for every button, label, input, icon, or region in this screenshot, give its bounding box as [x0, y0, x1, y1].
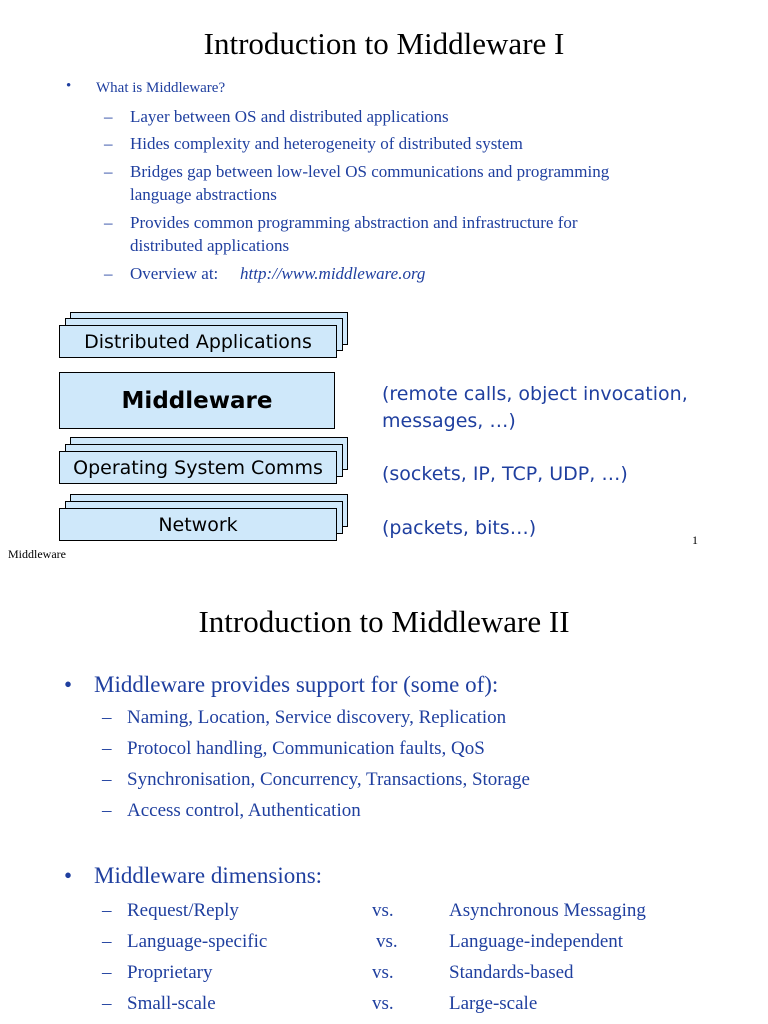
page-number: 1 — [692, 533, 698, 547]
vs-label: vs. — [372, 900, 394, 921]
slide-2 — [0, 600, 768, 1024]
bullet-text: Middleware dimensions: — [94, 863, 323, 888]
dimension-right: Standards-based — [449, 962, 574, 983]
vs-label: vs. — [372, 993, 394, 1014]
vs-label: vs. — [372, 962, 394, 983]
sub-item-text: Protocol handling, Communication faults, QoS — [127, 738, 485, 759]
sub-item-text: Naming, Location, Service discovery, Replication — [127, 707, 507, 728]
dimension-left: Proprietary — [127, 962, 213, 983]
sub-item-text: Provides common programming abstraction and infrastructure for — [130, 213, 578, 232]
bullet-dot: • — [64, 863, 73, 888]
dimension-right: Large-scale — [449, 993, 538, 1014]
sub-item-text: Synchronisation, Concurrency, Transactions, Storage — [127, 769, 530, 790]
dash: – — [102, 962, 112, 983]
dimension-right: Language-independent — [449, 931, 624, 952]
dash: – — [102, 707, 112, 728]
layer-network: Network — [59, 508, 337, 541]
dash: – — [102, 993, 112, 1014]
dimension-left: Language-specific — [127, 931, 268, 952]
bullet-dot: • — [64, 672, 73, 697]
slide-title: Introduction to Middleware I — [203, 26, 565, 61]
bullet-text: Middleware provides support for (some of): — [94, 672, 499, 697]
sub-item-text-cont: distributed applications — [130, 236, 290, 255]
note-os: (sockets, IP, TCP, UDP, …) — [382, 463, 628, 485]
sub-item-text-cont: language abstractions — [130, 185, 277, 204]
slide-title: Introduction to Middleware II — [198, 604, 570, 639]
layer-middleware: Middleware — [59, 372, 335, 429]
sub-item-text: Bridges gap between low-level OS communications and programming — [130, 162, 610, 181]
dash: – — [102, 900, 112, 921]
dash: – — [104, 264, 113, 283]
footer-label: Middleware — [8, 547, 66, 561]
note-network: (packets, bits…) — [382, 517, 537, 539]
dash: – — [102, 769, 112, 790]
note-middleware-1: (remote calls, object invocation, — [382, 383, 688, 405]
dash: – — [102, 931, 112, 952]
sub-item-text: Layer between OS and distributed applications — [130, 107, 449, 126]
bullet-text: What is Middleware? — [96, 80, 226, 96]
dimension-left: Request/Reply — [127, 900, 239, 921]
dash: – — [104, 134, 113, 153]
layer-distributed-applications: Distributed Applications — [59, 325, 337, 358]
overview-label: Overview at: — [130, 264, 219, 283]
vs-label: vs. — [376, 931, 398, 952]
dash: – — [102, 738, 112, 759]
dimension-left: Small-scale — [127, 993, 216, 1014]
dash: – — [104, 162, 113, 181]
overview-link[interactable]: http://www.middleware.org — [240, 264, 426, 283]
dash: – — [102, 800, 112, 821]
dash: – — [104, 107, 113, 126]
bullet-dot: • — [66, 78, 72, 94]
sub-item-text: Hides complexity and heterogeneity of distributed system — [130, 134, 523, 153]
dash: – — [104, 213, 113, 232]
note-middleware-2: messages, …) — [382, 410, 516, 432]
layer-os-comms: Operating System Comms — [59, 451, 337, 484]
sub-item-text: Access control, Authentication — [127, 800, 361, 821]
dimension-right: Asynchronous Messaging — [449, 900, 646, 921]
